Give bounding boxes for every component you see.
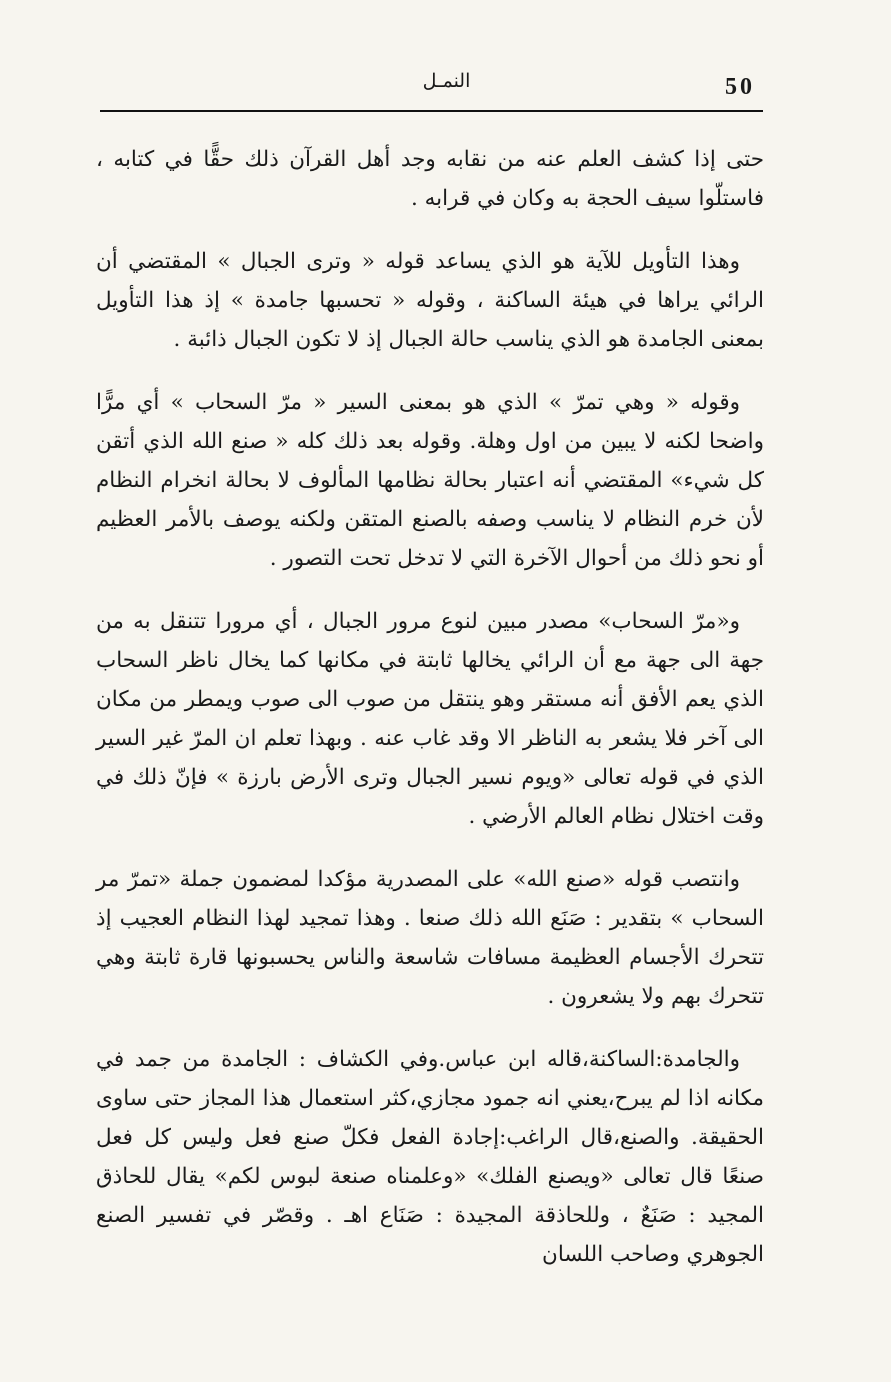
paragraph: وهذا التأويل للآية هو الذي يساعد قوله « وترى الجبال » المقتضي أن الرائي يراها في هيئة الساكنة ، وقوله « تحسبها جامدة » إذ هذا التأويل بمعنى الجامدة هو الذي يناسب حالة الجبال إذ لا تكون الجبال ذائبة . bbox=[96, 249, 764, 352]
paragraph: حتى إذا كشف العلم عنه من نقابه وجد أهل القرآن ذلك حقًّا في كتابه ، فاستلّوا سيف الحجة به وكان في قرابه . bbox=[96, 147, 764, 211]
paragraph: والجامدة:الساكنة،قاله ابن عباس.وفي الكشاف : الجامدة من جمد في مكانه اذا لم يبرح،يعني انه جمود مجازي،كثر استعمال هذا المجاز حتى ساوى الحقيقة. والصنع،قال الراغب:إجادة الفعل فكلّ صنع فعل وليس كل فعل صنعًا قال تعالى «ويصنع الفلك» «وعلمناه صنعة لبوس لكم» يقال للحاذق المجيد : صَنَعٌ ، وللحاذقة المجيدة : صَنَاع اهـ . وقصّر في تفسير الصنع الجوهري وصاحب اللسان bbox=[96, 1047, 764, 1267]
running-title: النمـل bbox=[422, 70, 471, 92]
page-number: 50 bbox=[725, 74, 755, 100]
page-header bbox=[100, 66, 763, 110]
page-body bbox=[96, 140, 764, 1274]
paragraph: وقوله « وهي تمرّ » الذي هو بمعنى السير « مرّ السحاب » أي مرًّا واضحا لكنه لا يبين من اول وهلة. وقوله بعد ذلك كله « صنع الله الذي أتقن كل شيء» المقتضي أنه اعتبار بحالة نظامها المألوف لا بحالة انخرام النظام لأن خرم النظام لا يناسب وصفه بالصنع المتقن ولكنه يوصف بالأمر العظيم أو نحو ذلك من أحوال الآخرة التي لا تدخل تحت التصور . bbox=[96, 390, 764, 571]
paragraph: وانتصب قوله «صنع الله» على المصدرية مؤكدا لمضمون جملة «تمرّ مر السحاب » بتقدير : صَنَع الله ذلك صنعا . وهذا تمجيد لهذا النظام العجيب إذ تتحرك الأجسام العظيمة مسافات شاسعة والناس يحسبونها قارة ثابتة وهي تتحرك بهم ولا يشعرون . bbox=[96, 867, 764, 1009]
paragraph: و«مرّ السحاب» مصدر مبين لنوع مرور الجبال ، أي مرورا تتنقل به من جهة الى جهة مع أن الرائي يخالها ثابتة في مكانها كما يخال ناظر السحاب الذي يعم الأفق أنه مستقر وهو ينتقل من صوب الى صوب ويمطر من مكان الى آخر فلا يشعر به الناظر الا وقد غاب عنه . وبهذا تعلم ان المرّ غير السير الذي في قوله تعالى «ويوم نسير الجبال وترى الأرض بارزة » فإنّ ذلك في وقت اختلال نظام العالم الأرضي . bbox=[96, 609, 764, 829]
header-rule bbox=[100, 110, 763, 112]
